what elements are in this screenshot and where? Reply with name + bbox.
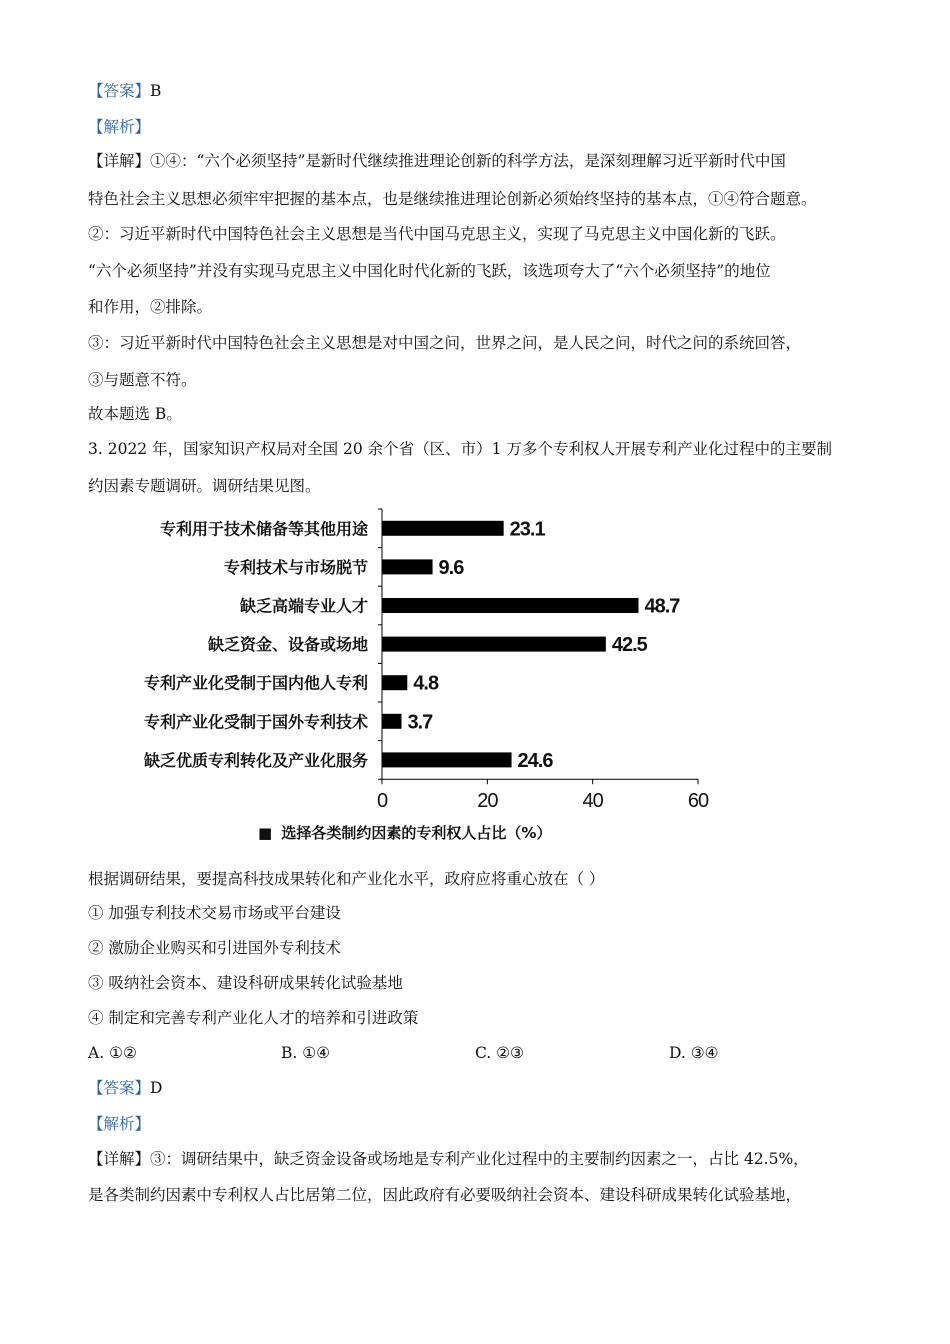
- value-label-1: 23.1: [509, 518, 545, 541]
- bar-5: [382, 675, 407, 690]
- q3-question: 根据调研结果，要提高科技成果转化和产业化水平，政府应将重心放在（ ）: [88, 870, 605, 888]
- category-label-3: 缺乏高端专业人才: [239, 596, 368, 616]
- category-label-5: 专利产业化受制于国内他人专利: [143, 673, 368, 693]
- bar-3: [382, 598, 638, 613]
- value-label-2: 9.6: [438, 556, 464, 579]
- value-label-7: 24.6: [517, 749, 553, 772]
- q2-answer-value: B: [150, 82, 162, 100]
- q3-stem-line-1: 3. 2022 年，国家知识产权局对全国 20 余个省（区、市）1 万多个专利权人开展专利产业化过程中的主要制: [88, 440, 832, 458]
- q3-option-b: B. ①④: [281, 1044, 331, 1062]
- q3-analysis-tag: 【解析】: [88, 1115, 151, 1133]
- value-label-3: 48.7: [644, 595, 680, 618]
- q3-answer-value: D: [150, 1079, 163, 1097]
- q3-option-d: D. ③④: [669, 1044, 719, 1062]
- value-label-4: 42.5: [611, 634, 647, 657]
- q3-item-3: ③ 吸纳社会资本、建设科研成果转化试验基地: [88, 974, 403, 992]
- x-tick-label-20: 20: [477, 790, 498, 813]
- value-label-5: 4.8: [413, 672, 439, 695]
- category-label-7: 缺乏优质专利转化及产业化服务: [143, 750, 368, 770]
- bar-7: [382, 752, 512, 767]
- q3-option-c: C. ②③: [475, 1044, 524, 1062]
- x-tick-label-40: 40: [582, 790, 603, 813]
- bar-4: [382, 637, 606, 652]
- q3-option-a: A. ①②: [88, 1044, 137, 1062]
- bar-6: [382, 714, 401, 729]
- q2-answer-tag: 【答案】: [88, 82, 151, 100]
- bar-1: [382, 521, 504, 536]
- q2-detail-line-2: 特色社会主义思想必须牢牢把握的基本点，也是继续推进理论创新必须始终坚持的基本点，①④符合题意。: [88, 190, 817, 208]
- q2-detail-line-7: ③与题意不符。: [88, 371, 197, 389]
- q3-detail-line-1: [88, 1148, 809, 1170]
- q3-item-2: ② 激励企业购买和引进国外专利技术: [88, 939, 341, 957]
- q3-item-1: ① 加强专利技术交易市场或平台建设: [88, 904, 341, 922]
- q2-detail-line-5: 和作用，②排除。: [88, 298, 213, 316]
- q3-detail-tag: 【详解】: [88, 1150, 151, 1168]
- x-tick-label-60: 60: [687, 790, 709, 813]
- chart-legend-marker: ■: [258, 824, 273, 842]
- q3-stem-line-2: 约因素专题调研。调研结果见图。: [88, 477, 321, 495]
- q2-detail-line-6: ③：习近平新时代中国特色社会主义思想是对中国之问，世界之问，是人民之问，时代之问的系统回答，: [88, 334, 802, 352]
- category-label-4: 缺乏资金、设备或场地: [207, 635, 368, 655]
- q2-detail-line-3: ②：习近平新时代中国特色社会主义思想是当代中国马克思主义，实现了马克思主义中国化新的飞跃。: [88, 225, 786, 243]
- category-label-1: 专利用于技术储备等其他用途: [159, 519, 368, 539]
- q2-detail-line-4: “六个必须坚持”并没有实现马克思主义中国化时代化新的飞跃，该选项夸大了“六个必须坚持”的地位: [88, 262, 771, 280]
- chart-category-labels: [144, 519, 368, 770]
- category-label-6: 专利产业化受制于国外专利技术: [143, 712, 368, 732]
- q3-answer-line: [88, 1077, 162, 1099]
- q2-conclusion: 故本题选 B。: [88, 405, 182, 423]
- category-label-2: 专利技术与市场脱节: [223, 557, 368, 577]
- q3-detail-text-1: ③：调研结果中，缺乏资金设备或场地是专利产业化过程中的主要制约因素之一，占比 42.5%，: [150, 1150, 809, 1168]
- q2-detail-tag: 【详解】: [88, 152, 151, 170]
- chart-legend: [258, 824, 551, 842]
- q2-analysis-tag: 【解析】: [88, 118, 151, 136]
- q2-detail-text-1: ①④：“六个必须坚持”是新时代继续推进理论创新的科学方法，是深刻理解习近平新时代中国: [150, 152, 786, 170]
- value-label-6: 3.7: [407, 711, 433, 734]
- q3-item-4: ④ 制定和完善专利产业化人才的培养和引进政策: [88, 1009, 419, 1027]
- q3-answer-tag: 【答案】: [88, 1079, 151, 1097]
- x-tick-label-0: 0: [376, 790, 388, 813]
- chart-legend-text: 选择各类制约因素的专利权人占比（%）: [281, 824, 552, 842]
- q3-detail-line-2: 是各类制约因素中专利权人占比居第二位，因此政府有必要吸纳社会资本、建设科研成果转化试验基地，: [88, 1186, 802, 1204]
- bar-2: [382, 559, 433, 574]
